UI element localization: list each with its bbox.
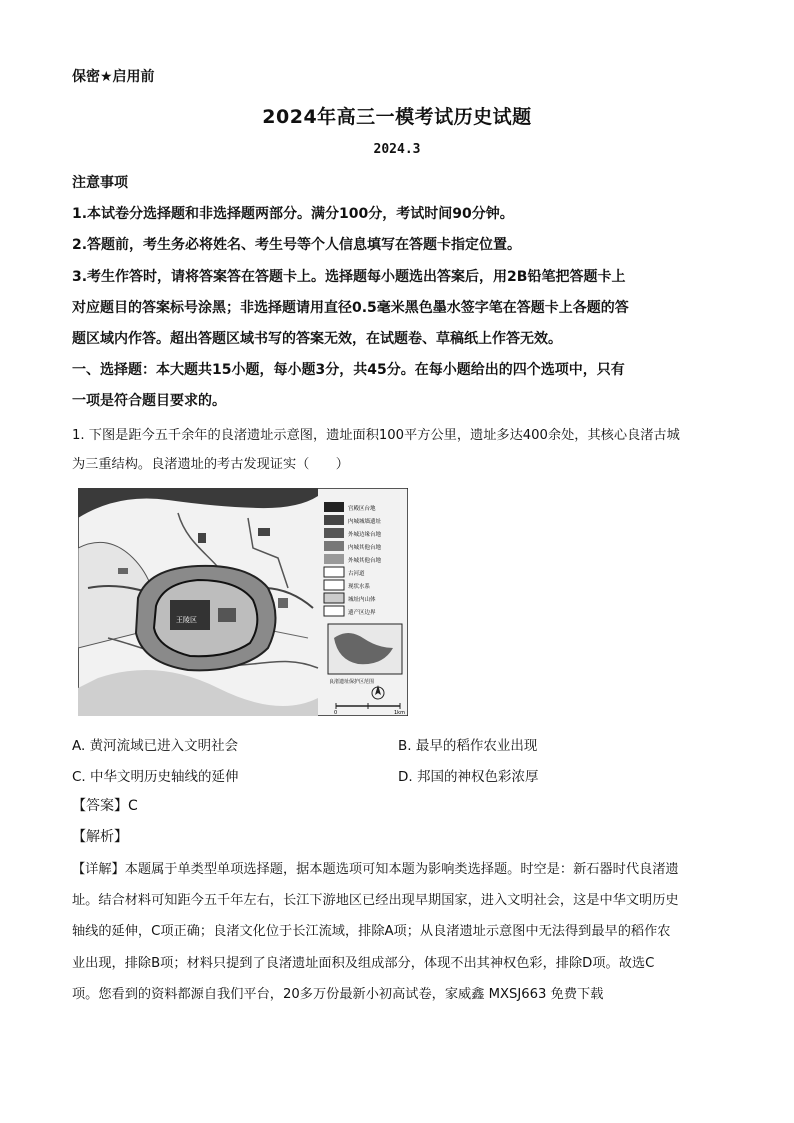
detail-line-5: 项。您看到的资料都源自我们平台，20多万份最新小初高试卷，家威鑫 MXSJ663 免费下载 (72, 987, 604, 1002)
notice-item-3: 3.考生作答时，请将答案答在答题卡上。选择题每小题选出答案后，用2B铅笔把答题卡上 (72, 269, 626, 285)
legend-item: 外城边缘台地 (348, 532, 382, 538)
answer-label: 【答案】 (72, 798, 128, 814)
answer-line (72, 795, 138, 815)
detail-line-3: 轴线的延伸，C项正确；良渚文化位于长江流域，排除A项；从良渚遗址示意图中无法得到最早的稻作农 (72, 924, 671, 939)
scale-start-label: 0 (334, 710, 338, 716)
detail-line-2: 址。结合材料可知距今五千年左右，长江下游地区已经出现早期国家，进入文明社会，这是中华文明历史 (72, 893, 679, 908)
analysis-label: 【解析】 (72, 829, 128, 845)
legend-item: 城址内山体 (348, 597, 376, 603)
notice-item-3-cont-2: 题区域内作答。超出答题区域书写的答案无效，在试题卷、草稿纸上作答无效。 (72, 331, 562, 347)
question-1-stem-line1: 1. 下图是距今五千余年的良渚遗址示意图，遗址面积100平方公里，遗址多达400余处，其核心良渚古城 (72, 428, 680, 443)
legend-item: 外城其他台地 (348, 558, 382, 564)
inset-map-label: 良渚遗址保护区范围 (329, 679, 375, 685)
section-heading-line1: 一、选择题：本大题共15小题，每小题3分，共45分。在每小题给出的四个选项中，只有 (72, 362, 625, 378)
map-svg (78, 488, 408, 716)
legend-item: 遗产区边界 (348, 610, 376, 616)
scale-end-label: 1km (394, 710, 405, 716)
option-b: B. 最早的稻作农业出现 (398, 738, 538, 754)
question-1-stem-line2: 为三重结构。良渚遗址的考古发现证实（ ） (72, 457, 349, 472)
liangzhu-site-map (78, 488, 408, 716)
page-title: 2024年高三一模考试历史试题 (262, 106, 532, 128)
legend-item: 现状水系 (348, 584, 371, 590)
map-legend (324, 502, 382, 616)
confidential-label: 保密★启用前 (72, 69, 155, 85)
answer-value: C (128, 798, 138, 814)
option-d: D. 邦国的神权色彩浓厚 (398, 769, 539, 785)
section-heading-line2: 一项是符合题目要求的。 (72, 393, 226, 409)
notice-item-3-cont-1: 对应题目的答案标号涂黑；非选择题请用直径0.5毫米黑色墨水签字笔在答题卡上各题的答 (72, 300, 629, 316)
exam-date: 2024.3 (373, 142, 421, 157)
notice-item-2: 2.答题前，考生务必将姓名、考生号等个人信息填写在答题卡指定位置。 (72, 237, 522, 253)
detail-line-1: 【详解】本题属于单类型单项选择题，据本题选项可知本题为影响类选择题。时空是：新石器时代良渚遗 (72, 862, 679, 877)
palace-area-label: 王陵区 (176, 616, 197, 624)
notice-item-1: 1.本试卷分选择题和非选择题两部分。满分100分，考试时间90分钟。 (72, 206, 514, 222)
option-a: A. 黄河流域已进入文明社会 (72, 738, 239, 754)
legend-item: 内城城墙遗址 (348, 519, 382, 525)
legend-item: 宫殿区台地 (348, 506, 376, 512)
legend-item: 内城其他台地 (348, 545, 382, 551)
legend-item: 古河道 (348, 571, 365, 577)
notice-heading: 注意事项 (72, 175, 128, 191)
detail-line-4: 业出现，排除B项；材料只提到了良渚遗址面积及组成部分，体现不出其神权色彩，排除D项。故选C (72, 956, 655, 971)
option-c: C. 中华文明历史轴线的延伸 (72, 769, 239, 785)
